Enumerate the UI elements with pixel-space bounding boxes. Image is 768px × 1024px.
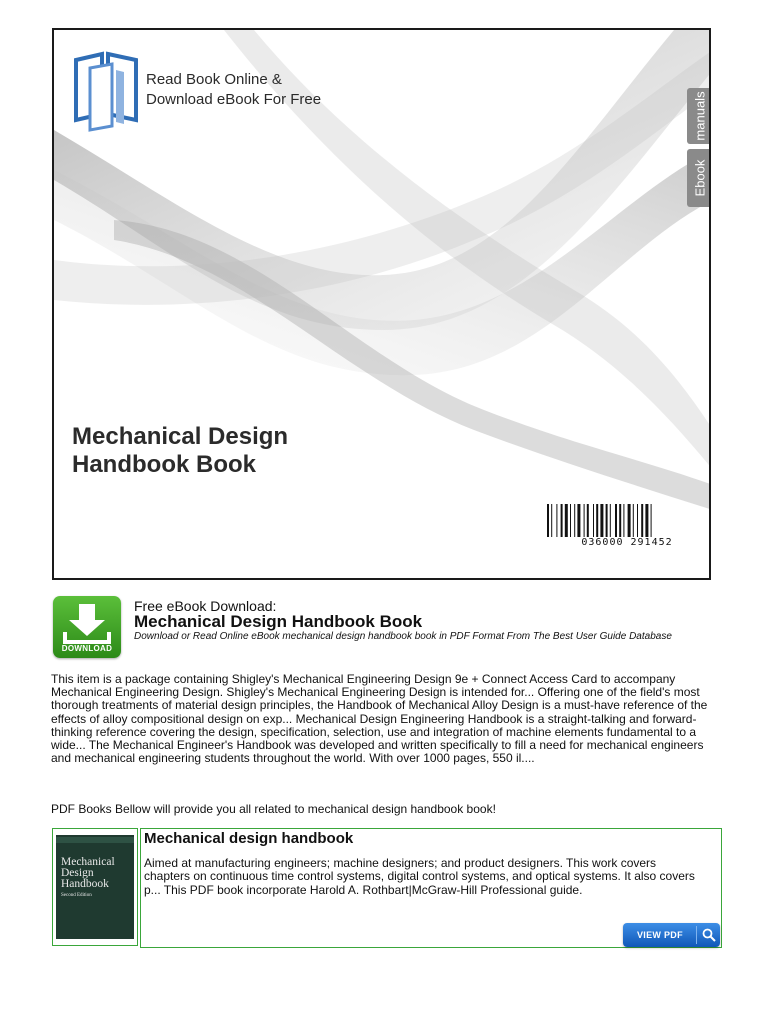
- tab-ebook-label: Ebook: [692, 159, 708, 197]
- cover-wave-graphic: [54, 30, 711, 580]
- free-download-label: Free eBook Download:: [134, 598, 277, 614]
- body-text: This item is a package containing Shigley's Mechanical Engineering Design 9e + Connect Access Card to accompany Mechanical Engineering Design. Shigley's Mechanical Engineering Design is intended for... Offering one of the field's most thorough treatments of material design principles, the Handbook of Mechanical Alloy Design is a must-have reference of the effects of alloy compositional design on exp... Mechanical Design Engineering Handbook is a straight-talking and forward-thinking reference covering the design, specification, selection, use and integration of machine elements fundamental to a wide... The Mechanical Engineer's Handbook was developed and written specifically to fill a need for mechanical engineers and mechanical engineering students throughout the world. With over 1000 pages, 550 il....: [51, 672, 708, 766]
- cover-title-line-2: Handbook Book: [72, 451, 256, 478]
- view-pdf-button[interactable]: [623, 923, 720, 947]
- button-divider: [696, 926, 697, 944]
- download-description: Download or Read Online eBook mechanical design handbook book in PDF Format From The Best User Guide Database: [134, 631, 672, 642]
- book-listing: [52, 828, 722, 948]
- book-description: Aimed at manufacturing engineers; machine designers; and product designers. This work covers chapters on continuous time control systems, digital control systems, and optical systems. It also covers p... This PDF book incorporate Harold A. Rothbart|McGraw-Hill Professional guide.: [144, 856, 695, 897]
- tab-manuals-label: manuals: [692, 91, 708, 141]
- main-title: Mechanical Design Handbook Book: [134, 612, 423, 631]
- logo-text: [146, 70, 321, 110]
- logo-line-1: Read Book Online &: [146, 71, 282, 88]
- logo-line-2: Download eBook For Free: [146, 91, 322, 108]
- book-title[interactable]: Mechanical design handbook: [144, 830, 354, 847]
- cover-title: [72, 423, 288, 479]
- book-logo-icon: [72, 50, 142, 134]
- book-thumbnail-frame[interactable]: [52, 828, 138, 946]
- download-label: DOWNLOAD: [61, 644, 113, 653]
- thumb-edition: Second Edition: [61, 893, 92, 898]
- download-button[interactable]: [53, 596, 121, 658]
- view-pdf-label: VIEW PDF: [637, 930, 683, 940]
- thumb-band: [56, 837, 134, 843]
- book-info: [140, 828, 722, 948]
- tab-manuals[interactable]: [687, 88, 711, 144]
- barcode-number: 036000 291452: [545, 537, 709, 548]
- pdf-intro: PDF Books Bellow will provide you all related to mechanical design handbook book!: [51, 802, 496, 816]
- cover-title-line-1: Mechanical Design: [72, 423, 289, 450]
- magnifier-icon: [701, 927, 717, 943]
- book-cover: [52, 28, 711, 580]
- tab-ebook[interactable]: [687, 149, 711, 207]
- thumb-title: Mechanical Design Handbook: [61, 856, 115, 890]
- book-thumbnail: [56, 835, 134, 939]
- download-arrow-icon: [53, 598, 121, 648]
